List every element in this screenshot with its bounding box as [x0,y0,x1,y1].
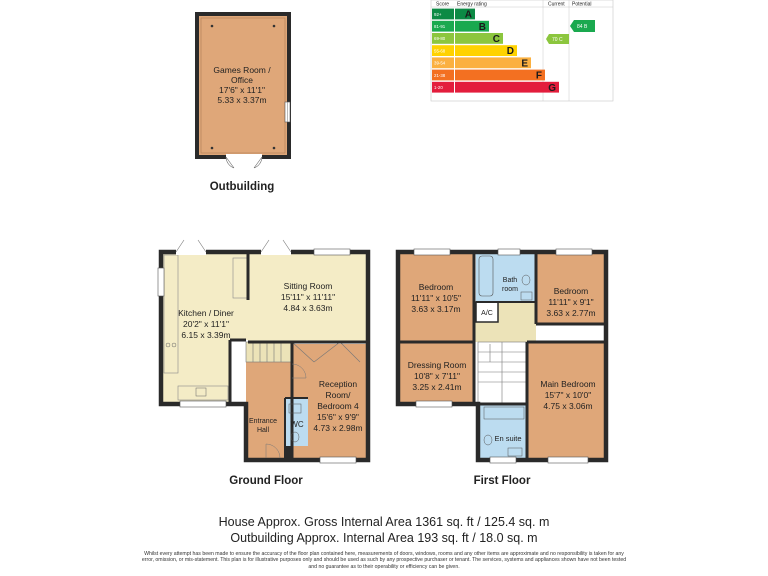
ensuite-name: En suite [494,434,522,443]
reception-name-2: Room/ [325,390,351,400]
main-bedroom-imperial: 15'7" x 10'0" [544,390,592,400]
outbuilding-room-metric: 5.33 x 3.37m [217,95,267,105]
bedroom-right-metric: 3.63 x 2.77m [546,308,596,318]
epc-band-letter: A [464,9,472,21]
ground-floor-title: Ground Floor [229,475,303,487]
kitchen-imperial: 20'2" x 11'1" [183,319,229,329]
bedroom-left-imperial: 11'11" x 10'5" [410,293,462,303]
epc-potential-value: 84 B [577,24,588,30]
entrance-hall-name-2: Hall [256,427,270,434]
sitting-room-imperial: 15'11" x 11'11" [280,292,336,302]
epc-band-bar-e [455,57,531,68]
reception-imperial: 15'6" x 9'9" [317,412,359,422]
epc-score-range: 92+ [434,11,442,17]
epc-band-letter: F [535,70,542,82]
epc-band-letter: E [521,58,528,70]
entrance-hall-name: Entrance [248,418,278,425]
epc-chart [431,0,613,101]
outbuilding-plan [197,14,290,193]
first-floor-plan [398,249,606,487]
dressing-room-name: Dressing Room [407,360,467,370]
epc-header-potential: Potential [572,1,592,8]
epc-score-range: 69-80 [434,36,446,42]
epc-band-letter: C [492,34,500,45]
bathroom-name-2: room [502,286,518,293]
sitting-room-metric: 4.84 x 3.63m [283,303,333,313]
bedroom-left-metric: 3.63 x 3.17m [411,304,461,314]
epc-score-range: 81-91 [434,24,446,29]
epc-score-range: 55-68 [434,48,446,54]
first-floor-title: First Floor [473,475,531,487]
outbuilding-room-name-2: Office [230,75,254,85]
outbuilding-area-text: Outbuilding Approx. Internal Area 193 sq. ft / 18.0 sq. m [230,531,538,545]
epc-band-letter: D [506,46,514,58]
dressing-room-imperial: 10'8" x 7'11" [414,371,460,381]
bedroom-right-imperial: 11'11" x 9'1" [548,297,594,307]
epc-band-letter: B [478,21,486,33]
outbuilding-room-imperial: 17'6" x 11'1" [219,85,265,95]
epc-current-marker [546,34,569,44]
epc-band-bar-f [455,70,545,81]
bathroom-name: Bath [502,277,518,284]
epc-header-score: Score [436,1,450,8]
epc-score-range: 39-54 [434,60,446,66]
epc-current-value: 70 C [552,37,563,43]
dressing-room-metric: 3.25 x 2.41m [412,382,462,392]
ground-floor-plan [158,240,368,487]
outbuilding-room-name: Games Room / [213,65,271,75]
reception-metric: 4.73 x 2.98m [313,423,363,433]
reception-name: Reception [318,379,358,389]
main-bedroom-metric: 4.75 x 3.06m [543,401,593,411]
kitchen-name: Kitchen / Diner [178,308,234,318]
kitchen-metric: 6.15 x 3.39m [181,330,231,340]
epc-band-letter: G [548,82,556,94]
outbuilding-title: Outbuilding [209,181,275,193]
house-area-text: House Approx. Gross Internal Area 1361 sq. ft / 125.4 sq. m [218,515,550,529]
main-bedroom-name: Main Bedroom [540,379,596,389]
epc-potential-marker [570,20,595,32]
sitting-room-name: Sitting Room [283,281,333,291]
epc-score-range: 21-38 [434,72,446,78]
epc-score-range: 1-20 [434,85,443,90]
epc-band-bar-g [455,82,559,93]
bedroom-right-name: Bedroom [553,286,589,296]
epc-header-rating: Energy rating [457,1,487,8]
wc-name: WC [290,420,304,429]
disclaimer-text: Whilst every attempt has been made to ensure the accuracy of the floor plan contained here, measurements of doors, windows, rooms and any other items are approximate and no responsibility is taken for any error, omission, or mis-statement. This plan is for illustrative purposes only and should be used as such by any prospective purchaser or tenant. The services, systems and appliances shown have not been tested and no guarantee as to their operability or efficiency can be given. [141,551,627,570]
reception-name-3: Bedroom 4 [317,401,359,411]
bedroom-left-name: Bedroom [418,282,454,292]
ac-label: A/C [481,310,493,317]
epc-header-current: Current [548,1,565,8]
